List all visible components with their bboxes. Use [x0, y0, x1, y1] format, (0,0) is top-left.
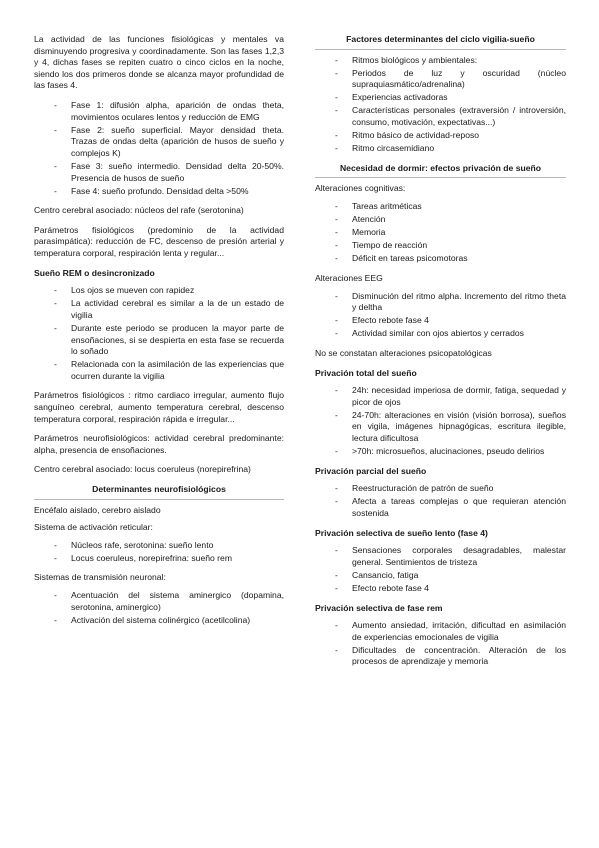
list-item: - Efecto rebote fase 4: [315, 583, 566, 595]
phases-list: [34, 100, 284, 197]
list-item: - Tiempo de reacción: [315, 240, 566, 252]
list-item: - Fase 3: sueño intermedio. Densidad delta 20-50%. Presencia de husos de sueño: [34, 161, 284, 184]
intro-paragraph: La actividad de las funciones fisiológicas y mentales va disminuyendo progresiva y coordinadamente. Son las fases 1,2,3 y 4, dichas fases se repiten cuatro o cinco ciclos en la noche, siendo los dos primeros donde se alcanza mayor profundidad de las fases 4.: [34, 34, 284, 91]
list-item: - Ritmo básico de actividad-reposo: [315, 130, 566, 142]
total-deprivation-heading: Privación total del sueño: [315, 367, 417, 378]
sleep-need-title: Necesidad de dormir: efectos privación de sueño: [315, 163, 566, 179]
list-item: - Aumento ansiedad, irritación, dificultad en asimilación de experiencias emocionales de vigilia: [315, 620, 566, 643]
right-column: [315, 34, 566, 676]
list-item: - Actividad similar con ojos abiertos y cerrados: [315, 328, 566, 340]
list-item: - Durante este periodo se producen la mayor parte de ensoñaciones, si se despierta en esta fase se recuerda lo soñado: [34, 323, 284, 358]
rem-deprivation-heading: Privación selectiva de fase rem: [315, 602, 443, 613]
list-item: - Sensaciones corporales desagradables, malestar general. Sentimientos de tristeza: [315, 545, 566, 568]
center-raphe-text: Centro cerebral asociado: núcleos del rafe (serotonina): [34, 205, 244, 216]
list-item: - >70h: microsueños, alucinaciones, pseudo delirios: [315, 446, 566, 458]
transmission-label: Sistemas de transmisión neuronal:: [34, 572, 166, 583]
list-item: - Ritmo circasemidiano: [315, 143, 566, 155]
left-column: [34, 34, 284, 634]
eeg-list: [315, 291, 566, 340]
sar-list: [34, 540, 284, 565]
slow-sleep-deprivation-list: [315, 545, 566, 594]
rem-physio-text: Parámetros fisiológicos : ritmo cardiaco irregular, aumento flujo sanguíneo cerebral, aumento temperatura cerebral, descenso temperatura corporal, respiración rápida e irregular...: [34, 390, 284, 424]
list-item: - Características personales (extraversión / introversión, consumo, motivación, expectativas...): [315, 105, 566, 128]
no-psychopathology-text: No se constatan alteraciones psicopatológicas: [315, 347, 492, 358]
rem-center-text: Centro cerebral asociado: locus coeruleus (norepirefrina): [34, 464, 251, 475]
list-item: - Reestructuración de patrón de sueño: [315, 483, 566, 495]
eeg-label: Alteraciones EEG: [315, 273, 383, 283]
list-item: - Acentuación del sistema aminergico (dopamina, serotonina, aminergico): [34, 590, 284, 613]
list-item: - Experiencias activadoras: [315, 92, 566, 104]
list-item: - Fase 4: sueño profundo. Densidad delta >50%: [34, 186, 284, 198]
list-item: - Tareas aritméticas: [315, 201, 566, 213]
list-item: - Locus coeruleus, norepirefrina: sueño rem: [34, 553, 284, 565]
cognitive-label: Alteraciones cognitivas:: [315, 183, 406, 194]
slow-sleep-deprivation-heading: Privación selectiva de sueño lento (fase 4): [315, 527, 488, 538]
partial-deprivation-list: [315, 483, 566, 519]
list-item: - Periodos de luz y oscuridad (núcleo supraquiasmático/adrenalina): [315, 68, 566, 91]
factors-list: [315, 55, 566, 155]
list-item: - 24h: necesidad imperiosa de dormir, fatiga, sequedad y picor de ojos: [315, 385, 566, 408]
list-item: - Ritmos biológicos y ambientales:: [315, 55, 566, 67]
total-deprivation-list: [315, 385, 566, 458]
list-item: - Déficit en tareas psicomotoras: [315, 253, 566, 265]
list-item: - Disminución del ritmo alpha. Incremento del ritmo theta y deltha: [315, 291, 566, 314]
partial-deprivation-heading: Privación parcial del sueño: [315, 465, 427, 476]
encefalo-text: Encéfalo aislado, cerebro aislado: [34, 504, 161, 515]
list-item: - Los ojos se mueven con rapidez: [34, 285, 284, 297]
list-item: - 24-70h: alteraciones en visión (visión borrosa), sueños en vigila, imágenes hipnagógicas, escritura ilegible, lectura dificultosa: [315, 410, 566, 445]
rem-deprivation-list: [315, 620, 566, 668]
list-item: - Dificultades de concentración. Alteración de los procesos de aprendizaje y memoria: [315, 645, 566, 668]
physio-params-text: Parámetros fisiológicos (predominio de la actividad parasimpática): reducción de FC, descenso de presión arterial y temperatura corporal, respiración lenta y regular...: [34, 224, 284, 258]
rem-list: [34, 285, 284, 382]
list-item: - Efecto rebote fase 4: [315, 315, 566, 327]
list-item: - Núcleos rafe, serotonina: sueño lento: [34, 540, 284, 552]
sar-label: Sistema de activación reticular:: [34, 522, 153, 533]
list-item: - Fase 1: difusión alpha, aparición de ondas theta, movimientos oculares lentos y reducción de EMG: [34, 100, 284, 123]
transmission-list: [34, 590, 284, 626]
factors-title: Factores determinantes del ciclo vigilia-sueño: [315, 34, 566, 50]
cognitive-list: [315, 201, 566, 265]
list-item: - Cansancio, fatiga: [315, 570, 566, 582]
list-item: - Afecta a tareas complejas o que requieran atención sostenida: [315, 496, 566, 519]
list-item: - Activación del sistema colinérgico (acetilcolina): [34, 615, 284, 627]
list-item: - La actividad cerebral es similar a la de un estado de vigilia: [34, 298, 284, 321]
list-item: - Atención: [315, 214, 566, 226]
list-item: - Fase 2: sueño superficial. Mayor densidad theta. Trazas de ondas delta (aparición de husos de sueño y complejos K): [34, 125, 284, 160]
rem-neuro-text: Parámetros neurofisiológicos: actividad cerebral predominante: alpha, presencia de ensoñaciones.: [34, 433, 284, 455]
rem-heading: Sueño REM o desincronizado: [34, 267, 155, 278]
list-item: - Relacionada con la asimilación de las experiencias que ocurren durante la vigilia: [34, 359, 284, 382]
neuro-determinants-title: Determinantes neurofisiológicos: [34, 484, 284, 500]
list-item: - Memoria: [315, 227, 566, 239]
